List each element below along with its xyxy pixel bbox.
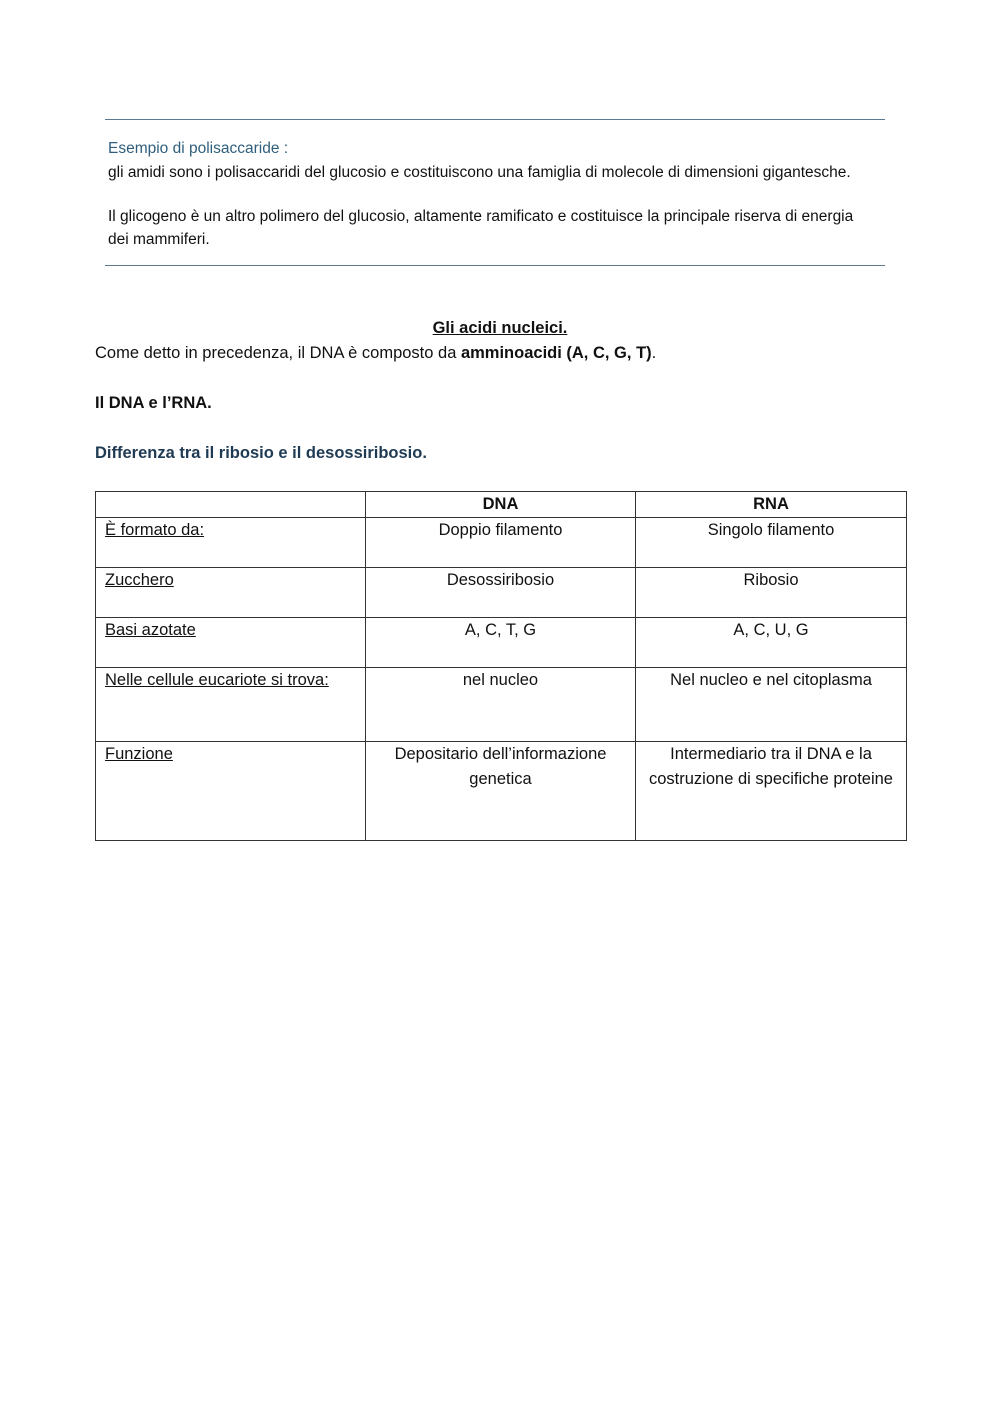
rna-cell: Ribosio: [636, 568, 907, 618]
dna-cell: A, C, T, G: [366, 618, 636, 668]
callout-paragraph-glicogeno: Il glicogeno è un altro polimero del glucosio, altamente ramificato e costituisce la principale riserva di energia dei mammiferi.: [108, 208, 854, 248]
table-row: [96, 518, 907, 568]
row-label: Nelle cellule eucariote si trova:: [96, 668, 366, 742]
dna-cell: Doppio filamento: [366, 518, 636, 568]
table-row: [96, 742, 907, 841]
header-empty-cell: [96, 492, 366, 518]
intro-sentence: [95, 344, 656, 363]
rna-cell: Intermediario tra il DNA e la costruzione di specifiche proteine: [636, 742, 907, 841]
intro-prefix: Come detto in precedenza, il DNA è composto da: [95, 344, 461, 362]
polysaccharide-example-callout: [105, 119, 885, 266]
rna-cell: Singolo filamento: [636, 518, 907, 568]
row-label: Zucchero: [96, 568, 366, 618]
callout-paragraph-amidi: gli amidi sono i polisaccaridi del glucosio e costituiscono una famiglia di molecole di dimensioni gigantesche.: [108, 164, 851, 181]
dna-cell: Desossiribosio: [366, 568, 636, 618]
section-title: Gli acidi nucleici.: [432, 319, 568, 337]
rna-cell: A, C, U, G: [636, 618, 907, 668]
dna-rna-subheading: Il DNA e l’RNA.: [95, 394, 212, 412]
table-row: [96, 668, 907, 742]
intro-suffix: .: [651, 344, 657, 362]
row-label: Funzione: [96, 742, 366, 841]
header-dna: DNA: [366, 492, 636, 518]
callout-title: Esempio di polisaccaride :: [108, 140, 289, 157]
table-header-row: [96, 492, 907, 518]
dna-rna-comparison-table: [95, 491, 907, 841]
table-row: [96, 568, 907, 618]
row-label: È formato da:: [96, 518, 366, 568]
dna-cell: Depositario dell’informazione genetica: [366, 742, 636, 841]
row-label: Basi azotate: [96, 618, 366, 668]
intro-bold-text: amminoacidi (A, C, G, T): [460, 344, 652, 362]
header-rna: RNA: [636, 492, 907, 518]
dna-cell: nel nucleo: [366, 668, 636, 742]
table-row: [96, 618, 907, 668]
rna-cell: Nel nucleo e nel citoplasma: [636, 668, 907, 742]
difference-heading: Differenza tra il ribosio e il desossiribosio.: [95, 444, 427, 462]
